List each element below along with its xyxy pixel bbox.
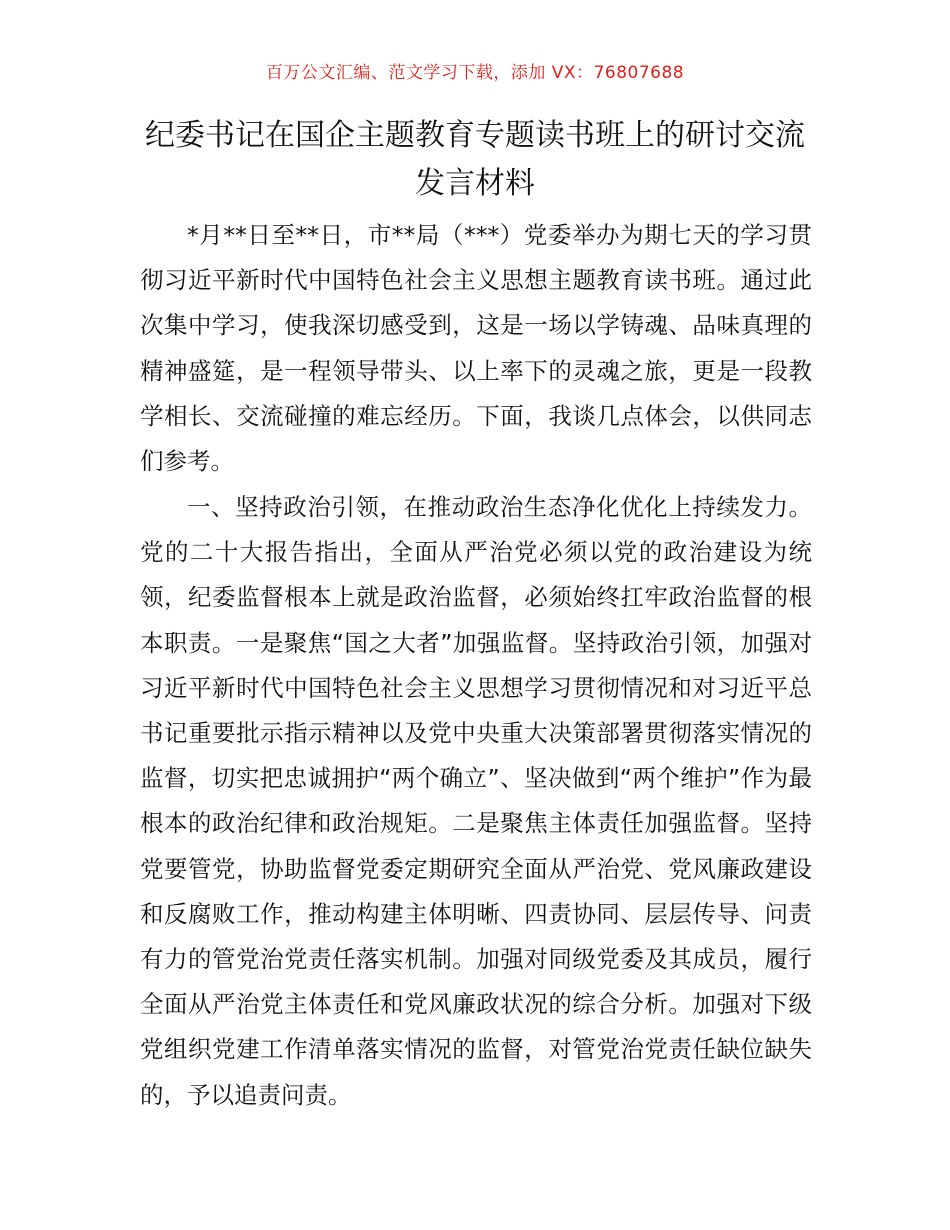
paragraph-section-one: 一、坚持政治引领，在推动政治生态净化优化上持续发力。党的二十大报告指出，全面从严治党必须以党的政治建设为统领，纪委监督根本上就是政治监督，必须始终扛牢政治监督的根本职责。一是聚焦“国之大者”加强监督。坚持政治引领，加强对习近平新时代中国特色社会主义思想学习贯彻情况和对习近平总书记重要批示指示精神以及党中央重大决策部署贯彻落实情况的监督，切实把忠诚拥护“两个确立”、坚决做到“两个维护”作为最根本的政治纪律和政治规矩。二是聚焦主体责任加强监督。坚持党要管党，协助监督党委定期研究全面从严治党、党风廉政建设和反腐败工作，推动构建主体明晰、四责协同、层层传导、问责有力的管党治党责任落实机制。加强对同级党委及其成员，履行全面从严治党主体责任和党风廉政状况的综合分析。加强对下级党组织党建工作清单落实情况的监督，对管党治党责任缺位缺失的，予以追责问责。 <box>140 493 812 1109</box>
paragraph-intro: *月**日至**日，市**局（***）党委举办为期七天的学习贯彻习近平新时代中国特色社会主义思想主题教育读书班。通过此次集中学习，使我深切感受到，这是一场以学铸魂、品味真理的精神盛筵，是一程领导带头、以上率下的灵魂之旅，更是一段教学相长、交流碰撞的难忘经历。下面，我谈几点体会，以供同志们参考。 <box>140 221 812 476</box>
document-title: 纪委书记在国企主题教育专题读书班上的研讨交流发言材料 <box>145 118 805 201</box>
header-note: 百万公文汇编、范文学习下载，添加 VX：76807688 <box>265 63 685 83</box>
